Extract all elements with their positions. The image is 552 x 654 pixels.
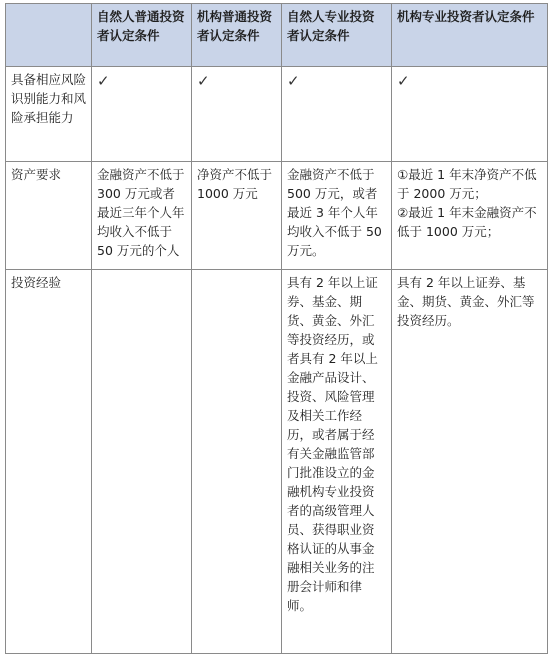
check-natural-ordinary [92, 67, 192, 162]
asset-condition-1: ①最近 1 年末净资产不低于 2000 万元； [397, 167, 537, 201]
check-icon: ✓ [397, 72, 410, 90]
row-label-risk-capacity: 具备相应风险识别能力和风险承担能力 [6, 67, 92, 162]
check-natural-professional [282, 67, 392, 162]
table-row [6, 162, 548, 270]
row-label-investment-experience: 投资经验 [6, 270, 92, 654]
table-row [6, 270, 548, 654]
check-icon: ✓ [197, 72, 210, 90]
header-corner [6, 4, 92, 67]
investor-criteria-table [5, 3, 548, 654]
experience-natural-ordinary [92, 270, 192, 654]
header-natural-ordinary: 自然人普通投资者认定条件 [92, 4, 192, 67]
header-institution-professional: 机构专业投资者认定条件 [392, 4, 548, 67]
check-icon: ✓ [287, 72, 300, 90]
asset-institution-ordinary: 净资产不低于 1000 万元 [192, 162, 282, 270]
header-natural-professional: 自然人专业投资者认定条件 [282, 4, 392, 67]
row-label-asset-requirement: 资产要求 [6, 162, 92, 270]
table-header-row [6, 4, 548, 67]
asset-natural-professional: 金融资产不低于 500 万元，或者最近 3 年个人年均收入不低于 50 万元。 [282, 162, 392, 270]
asset-natural-ordinary: 金融资产不低于 300 万元或者最近三年个人年均收入不低于 50 万元的个人 [92, 162, 192, 270]
header-institution-ordinary: 机构普通投资者认定条件 [192, 4, 282, 67]
experience-natural-professional: 具有 2 年以上证券、基金、期货、黄金、外汇等投资经历，或者具有 2 年以上金融产品设计、投资、风险管理及相关工作经历，或者属于经有关金融监管部门批准设立的金融机构专业投资者的高级管理人员、获得职业资格认证的从事金融相关业务的注册会计师和律师。 [282, 270, 392, 654]
check-icon: ✓ [97, 72, 110, 90]
check-institution-professional [392, 67, 548, 162]
table-row [6, 67, 548, 162]
asset-condition-2: ②最近 1 年末金融资产不低于 1000 万元； [397, 205, 537, 239]
experience-institution-professional: 具有 2 年以上证券、基金、期货、黄金、外汇等投资经历。 [392, 270, 548, 654]
experience-institution-ordinary [192, 270, 282, 654]
check-institution-ordinary [192, 67, 282, 162]
asset-institution-professional [392, 162, 548, 270]
